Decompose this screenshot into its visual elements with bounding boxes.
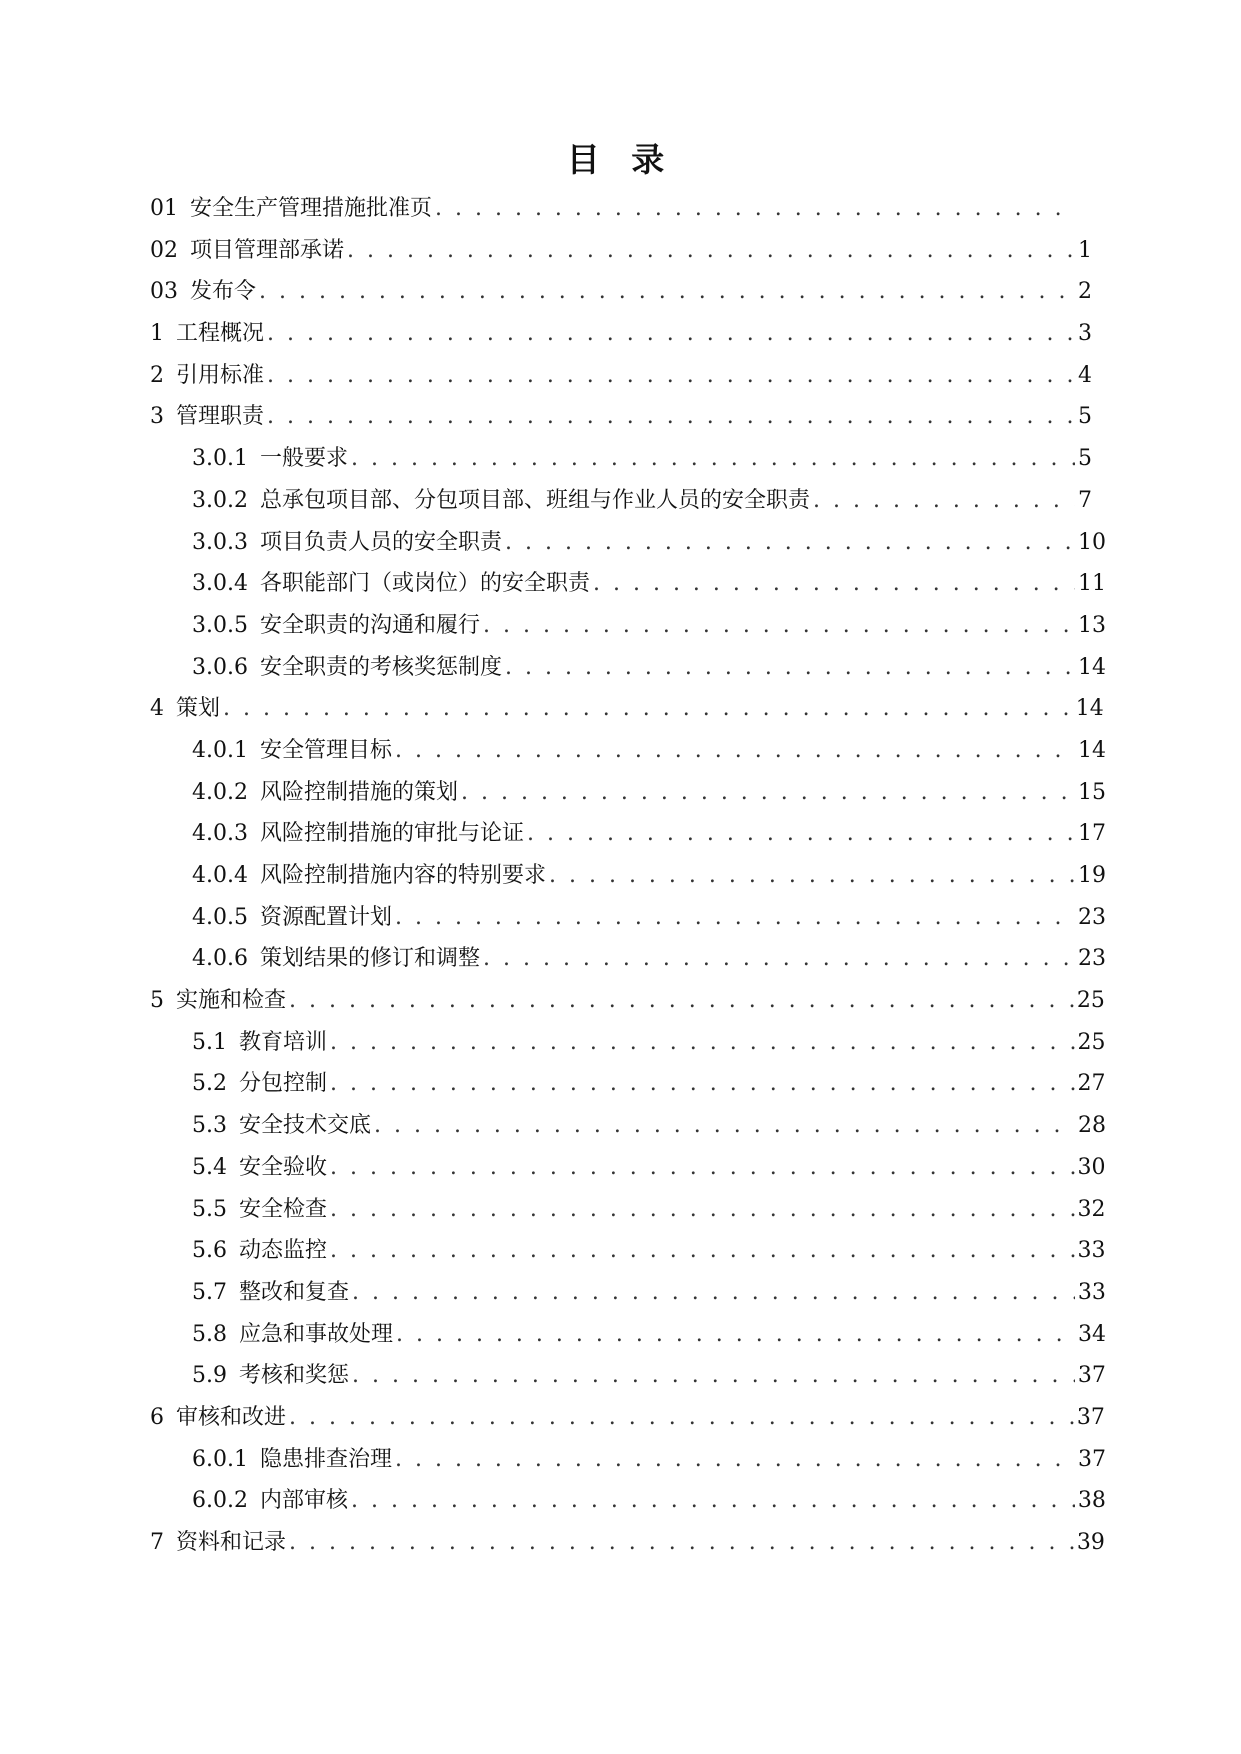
toc-entry-number: 5.6 [192,1238,227,1264]
toc-entry-number: 5 [150,988,164,1014]
toc-leader-dots [352,1355,1075,1397]
toc-entry-number: 4.0.6 [192,946,248,972]
toc-leader-dots [505,647,1075,689]
toc-entry-page: 32 [1077,1196,1106,1222]
toc-entry[interactable] [150,1272,1106,1314]
toc-leader-dots [435,188,1075,230]
toc-entry-title: 资料和记录 [176,1530,287,1555]
toc-leader-dots [223,688,1073,730]
toc-entry[interactable] [150,438,1090,480]
toc-entry-number: 3.0.5 [192,612,248,638]
toc-entry-page: 39 [1076,1530,1105,1555]
toc-entry-number: 5.3 [192,1113,227,1139]
toc-entry-title: 分包控制 [239,1071,328,1097]
toc-entry-number: 5.7 [192,1279,227,1305]
toc-leader-dots [593,563,1075,605]
table-of-contents [150,188,1106,1564]
toc-entry-title: 一般要求 [259,446,348,472]
toc-entry-page: 14 [1075,696,1104,722]
toc-entry-number: 3.0.3 [192,529,248,555]
toc-entry-page: 34 [1078,1321,1106,1347]
toc-leader-dots [395,1439,1075,1481]
toc-leader-dots [267,396,1075,438]
toc-entry-page: 38 [1077,1488,1106,1514]
toc-entry[interactable] [150,1439,1106,1481]
toc-entry[interactable] [150,605,1106,647]
toc-entry-title: 管理职责 [176,404,265,430]
toc-leader-dots [351,438,1075,480]
toc-title: 目 录 [566,140,675,179]
toc-entry-number: 2 [150,362,164,388]
toc-entry-title: 引用标准 [176,362,265,388]
toc-leader-dots [483,605,1075,647]
toc-entry[interactable] [150,1230,1106,1272]
toc-leader-dots [505,522,1075,564]
toc-leader-dots [330,1022,1075,1064]
toc-entry-title: 安全技术交底 [239,1113,372,1139]
toc-entry-number: 6.0.2 [192,1488,248,1514]
toc-entry-page: 13 [1078,612,1106,638]
toc-entry-number: 7 [150,1530,164,1555]
toc-entry-number: 5.4 [192,1154,227,1180]
toc-entry-number: 5.5 [192,1196,227,1222]
toc-entry-page: 37 [1078,1446,1106,1472]
toc-entry[interactable] [150,1063,1106,1105]
toc-entry-page: 5 [1078,404,1092,430]
toc-leader-dots [351,1480,1075,1522]
toc-entry[interactable] [150,730,1106,772]
toc-leader-dots [527,813,1075,855]
toc-entry-page: 2 [1078,279,1092,305]
toc-entry[interactable] [150,313,1090,355]
toc-entry-number: 3.0.1 [192,446,248,472]
toc-entry[interactable] [150,355,1090,397]
toc-entry-number: 3.0.2 [192,487,248,513]
toc-entry[interactable] [150,688,1104,730]
toc-entry-title: 应急和事故处理 [239,1321,394,1347]
toc-entry-page: 5 [1078,446,1092,472]
toc-entry[interactable] [150,1480,1106,1522]
toc-entry-page: 11 [1078,571,1106,597]
toc-entry-title: 策划 [176,696,221,722]
toc-entry[interactable] [150,1314,1106,1356]
toc-entry[interactable] [150,772,1106,814]
toc-entry-page: 23 [1078,904,1106,930]
toc-entry-title: 发布令 [190,279,257,305]
toc-entry-page: 37 [1077,1363,1106,1389]
toc-leader-dots [352,1272,1075,1314]
toc-entry[interactable] [150,396,1090,438]
toc-entry[interactable] [150,188,1090,230]
toc-entry-title: 安全职责的考核奖惩制度 [259,654,502,680]
toc-entry-number: 5.1 [192,1029,227,1055]
toc-entry-title: 项目管理部承诺 [190,237,345,263]
toc-leader-dots [461,772,1075,814]
toc-entry-title: 项目负责人员的安全职责 [259,529,502,555]
toc-leader-dots [330,1147,1075,1189]
toc-entry[interactable] [150,1022,1106,1064]
toc-entry-page: 33 [1077,1279,1106,1305]
toc-entry-number: 01 [150,196,178,221]
toc-entry-number: 4 [150,696,164,722]
toc-entry-number: 5.2 [192,1071,227,1097]
toc-entry-title: 安全管理目标 [259,737,392,763]
toc-entry-number: 4.0.4 [192,863,248,888]
toc-entry-page: 37 [1076,1404,1105,1430]
toc-entry-page: 27 [1077,1071,1106,1097]
toc-entry-title: 教育培训 [239,1029,328,1055]
toc-entry-page: 10 [1078,529,1106,555]
toc-entry-number: 6.0.1 [192,1446,248,1472]
toc-entry-title: 安全检查 [239,1196,328,1222]
toc-entry[interactable] [150,1522,1105,1564]
toc-entry-title: 审核和改进 [176,1404,287,1430]
toc-entry-page: 1 [1078,237,1092,263]
toc-leader-dots [813,480,1075,522]
toc-entry-number: 4.0.1 [192,737,248,763]
toc-entry[interactable] [150,230,1090,272]
toc-entry[interactable] [150,563,1106,605]
toc-entry-number: 5.8 [192,1321,227,1347]
toc-entry-number: 4.0.2 [192,779,248,805]
toc-entry-title: 内部审核 [259,1488,348,1514]
toc-entry-title: 安全职责的沟通和履行 [259,612,480,638]
toc-leader-dots [289,1522,1074,1564]
toc-entry-title: 工程概况 [176,321,265,347]
toc-entry[interactable] [150,1355,1106,1397]
toc-leader-dots [549,855,1075,897]
toc-entry-page: 14 [1078,737,1106,763]
toc-leader-dots [374,1105,1075,1147]
toc-entry-title: 总承包项目部、分包项目部、班组与作业人员的安全职责 [259,487,810,513]
toc-entry-title: 考核和奖惩 [239,1363,350,1389]
toc-entry[interactable] [150,1105,1106,1147]
toc-entry[interactable] [150,897,1106,939]
toc-entry-page: 25 [1076,988,1105,1014]
toc-entry-number: 5.9 [192,1363,227,1389]
toc-entry-page: 19 [1078,863,1106,888]
toc-entry-title: 整改和复查 [239,1279,350,1305]
toc-leader-dots [396,1314,1075,1356]
toc-entry-number: 03 [150,279,178,305]
toc-entry-page: 23 [1078,946,1106,972]
toc-entry[interactable] [150,1147,1106,1189]
toc-entry[interactable] [150,271,1090,313]
toc-entry-number: 3 [150,404,164,430]
toc-entry-number: 3.0.4 [192,571,248,597]
toc-entry-title: 资源配置计划 [259,904,392,930]
toc-leader-dots [330,1189,1075,1231]
toc-entry-number: 4.0.3 [192,821,248,847]
toc-entry-page: 33 [1077,1238,1106,1264]
toc-entry-page: 14 [1078,654,1106,680]
toc-leader-dots [289,980,1074,1022]
toc-entry[interactable] [150,1189,1106,1231]
toc-entry-title: 实施和检查 [176,988,287,1014]
toc-entry-page: 4 [1078,362,1092,388]
toc-leader-dots [289,1397,1074,1439]
toc-leader-dots [347,230,1075,272]
toc-leader-dots [483,938,1075,980]
toc-entry-number: 1 [150,321,164,347]
toc-entry-page: 25 [1077,1029,1106,1055]
toc-entry-title: 风险控制措施的审批与论证 [259,821,524,847]
toc-leader-dots [395,897,1075,939]
toc-leader-dots [330,1063,1075,1105]
toc-entry-title: 风险控制措施内容的特别要求 [259,863,546,888]
toc-leader-dots [259,271,1075,313]
toc-entry-number: 3.0.6 [192,654,248,680]
toc-leader-dots [395,730,1075,772]
toc-entry-number: 02 [150,237,178,263]
toc-entry-title: 动态监控 [239,1238,328,1264]
toc-entry-page: 15 [1078,779,1106,805]
toc-entry-title: 各职能部门（或岗位）的安全职责 [259,571,590,597]
toc-entry-page: 3 [1078,321,1092,347]
toc-entry-title: 安全验收 [239,1154,328,1180]
toc-entry[interactable] [150,522,1106,564]
toc-entry[interactable] [150,980,1105,1022]
toc-leader-dots [267,313,1075,355]
toc-entry-page: 30 [1077,1154,1106,1180]
toc-entry[interactable] [150,938,1106,980]
toc-entry[interactable] [150,855,1106,897]
toc-entry-title: 策划结果的修订和调整 [259,946,480,972]
toc-leader-dots [330,1230,1075,1272]
toc-entry[interactable] [150,480,1090,522]
toc-entry-title: 安全生产管理措施批准页 [190,196,433,221]
toc-leader-dots [267,355,1075,397]
toc-entry-title: 风险控制措施的策划 [259,779,458,805]
toc-entry-number: 4.0.5 [192,904,248,930]
toc-entry-page: 7 [1078,487,1092,513]
toc-entry[interactable] [150,647,1106,689]
toc-entry[interactable] [150,1397,1105,1439]
toc-entry-title: 隐患排查治理 [259,1446,392,1472]
toc-entry-number: 6 [150,1404,164,1430]
toc-entry-page: 17 [1078,821,1106,847]
toc-entry[interactable] [150,813,1106,855]
toc-entry-page: 28 [1078,1113,1106,1139]
